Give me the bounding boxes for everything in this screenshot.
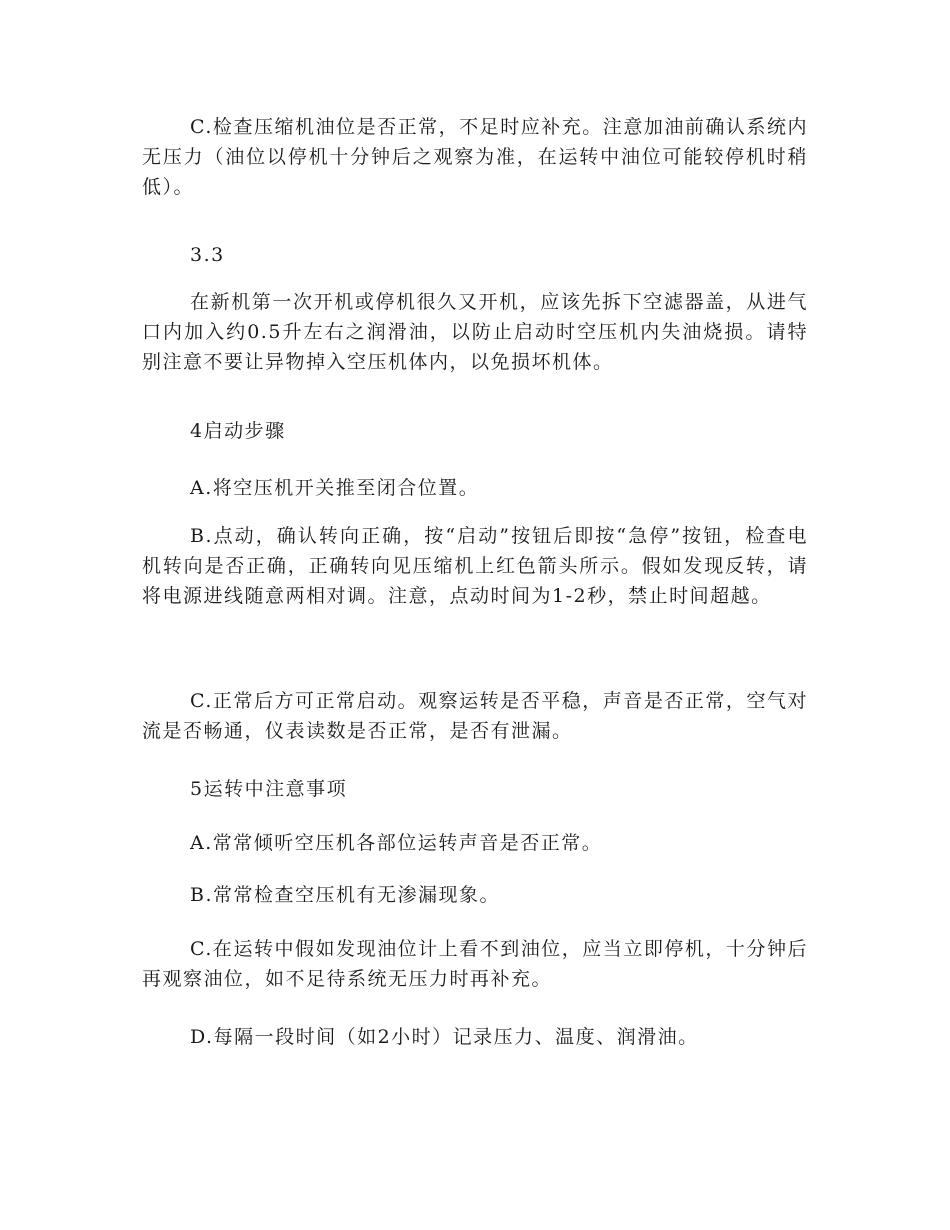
paragraph-check-leakage: B.常常检查空压机有无渗漏现象。 (190, 884, 501, 906)
section-number-3-3: 3.3 (190, 244, 225, 266)
paragraph-normal-start: C.正常后方可正常启动。观察运转是否平稳，声音是否正常，空气对流是否畅通，仪表读数是否正常，是否有泄漏。 (142, 690, 808, 742)
section-heading-running-notes: 5运转中注意事项 (190, 778, 348, 800)
paragraph-first-start-lubrication: 在新机第一次开机或停机很久又开机，应该先拆下空滤器盖，从进气口内加入约0.5升左右之润滑油，以防止启动时空压机内失油烧损。请特别注意不要让异物掉入空压机体内，以免损坏机体。 (142, 291, 808, 373)
paragraph-oil-gauge-stop: C.在运转中假如发现油位计上看不到油位，应当立即停机，十分钟后再观察油位，如不足待系统无压力时再补充。 (142, 938, 808, 990)
section-heading-start-steps: 4启动步骤 (190, 420, 286, 442)
paragraph-jog-rotation-check: B.点动，确认转向正确，按“启动”按钮后即按“急停”按钮，检查电机转向是否正确，正确转向见压缩机上红色箭头所示。假如发现反转，请将电源进线随意两相对调。注意，点动时间为1-2秒，禁止时间超越。 (142, 525, 808, 607)
paragraph-listen-sound: A.常常倾听空压机各部位运转声音是否正常。 (190, 832, 603, 854)
paragraph-switch-close: A.将空压机开关推至闭合位置。 (190, 477, 480, 499)
paragraph-record-readings: D.每隔一段时间（如2小时）记录压力、温度、润滑油。 (190, 1026, 699, 1048)
paragraph-oil-level-check: C.检查压缩机油位是否正常，不足时应补充。注意加油前确认系统内无压力（油位以停机十分钟后之观察为准，在运转中油位可能较停机时稍低）。 (142, 116, 808, 198)
